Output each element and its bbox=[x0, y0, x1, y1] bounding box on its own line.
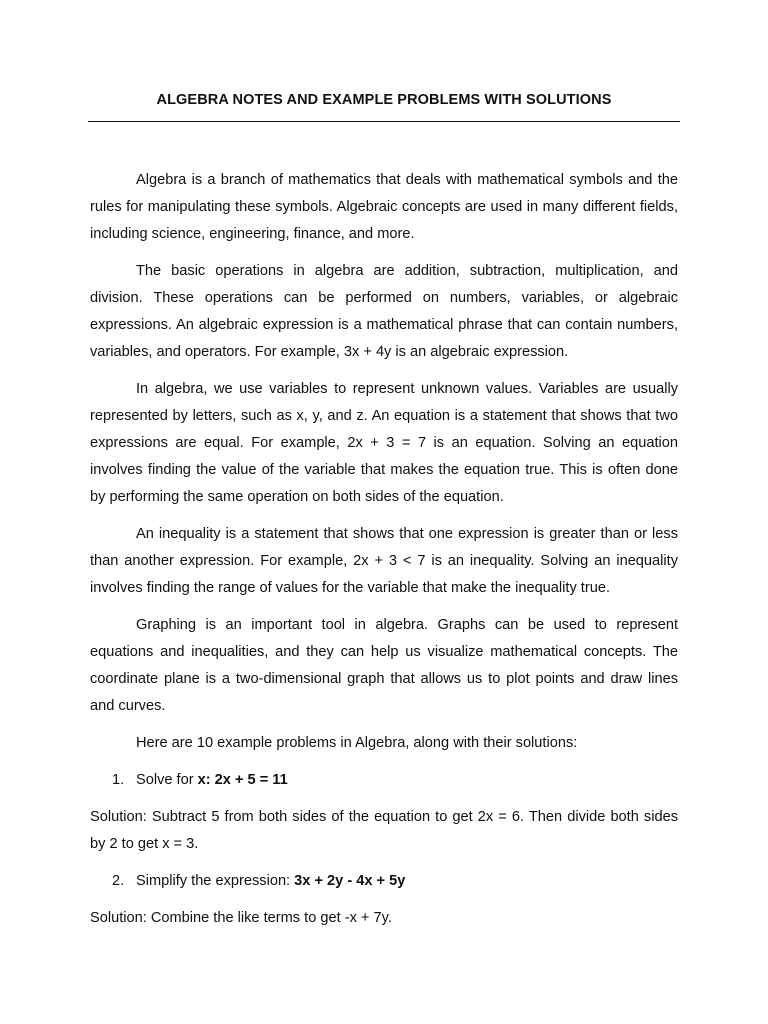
problem-number: 2. bbox=[112, 873, 125, 889]
problem-number: 1. bbox=[112, 772, 125, 788]
problem-prompt: Solve for bbox=[136, 772, 198, 788]
paragraph-examples-intro: Here are 10 example problems in Algebra, along with their solutions: bbox=[136, 735, 578, 751]
paragraph-intro: Algebra is a branch of mathematics that deals with mathematical symbols and the rules for manipulating these symbols. Algebraic concepts are used in many different fields, including science, engineering, finance, and more. bbox=[90, 172, 678, 242]
document-title: ALGEBRA NOTES AND EXAMPLE PROBLEMS WITH SOLUTIONS bbox=[156, 92, 612, 108]
paragraph-graphing: Graphing is an important tool in algebra. Graphs can be used to represent equations and inequalities, and they can help us visualize mathematical concepts. The coordinate plane is a two-dimensional graph that allows us to plot points and draw lines and curves. bbox=[90, 617, 678, 714]
problem-item bbox=[90, 868, 678, 895]
problem-text bbox=[136, 767, 288, 794]
problem-item bbox=[90, 767, 678, 794]
problem-solution: Solution: Combine the like terms to get -x + 7y. bbox=[90, 910, 392, 926]
paragraph-inequality: An inequality is a statement that shows that one expression is greater than or less than another expression. For example, 2x + 3 < 7 is an inequality. Solving an inequality involves finding the range of values for the variable that make the inequality true. bbox=[90, 526, 678, 596]
problem-expression: x: 2x + 5 = 11 bbox=[197, 772, 288, 788]
problem-expression: 3x + 2y - 4x + 5y bbox=[294, 873, 406, 889]
title-divider bbox=[88, 121, 680, 122]
problem-solution: Solution: Subtract 5 from both sides of the equation to get 2x = 6. Then divide both sides by 2 to get x = 3. bbox=[90, 809, 678, 852]
problem-prompt: Simplify the expression: bbox=[136, 873, 295, 889]
problem-text bbox=[136, 868, 405, 895]
paragraph-operations: The basic operations in algebra are addition, subtraction, multiplication, and division. These operations can be performed on numbers, variables, or algebraic expressions. An algebraic expression is a mathematical phrase that can contain numbers, variables, and operators. For example, 3x + 4y is an algebraic expression. bbox=[90, 263, 678, 360]
paragraph-variables: In algebra, we use variables to represent unknown values. Variables are usually represented by letters, such as x, y, and z. An equation is a statement that shows that two expressions are equal. For example, 2x + 3 = 7 is an equation. Solving an equation involves finding the value of the variable that makes the equation true. This is often done by performing the same operation on both sides of the equation. bbox=[90, 381, 678, 505]
document-body bbox=[90, 167, 678, 942]
